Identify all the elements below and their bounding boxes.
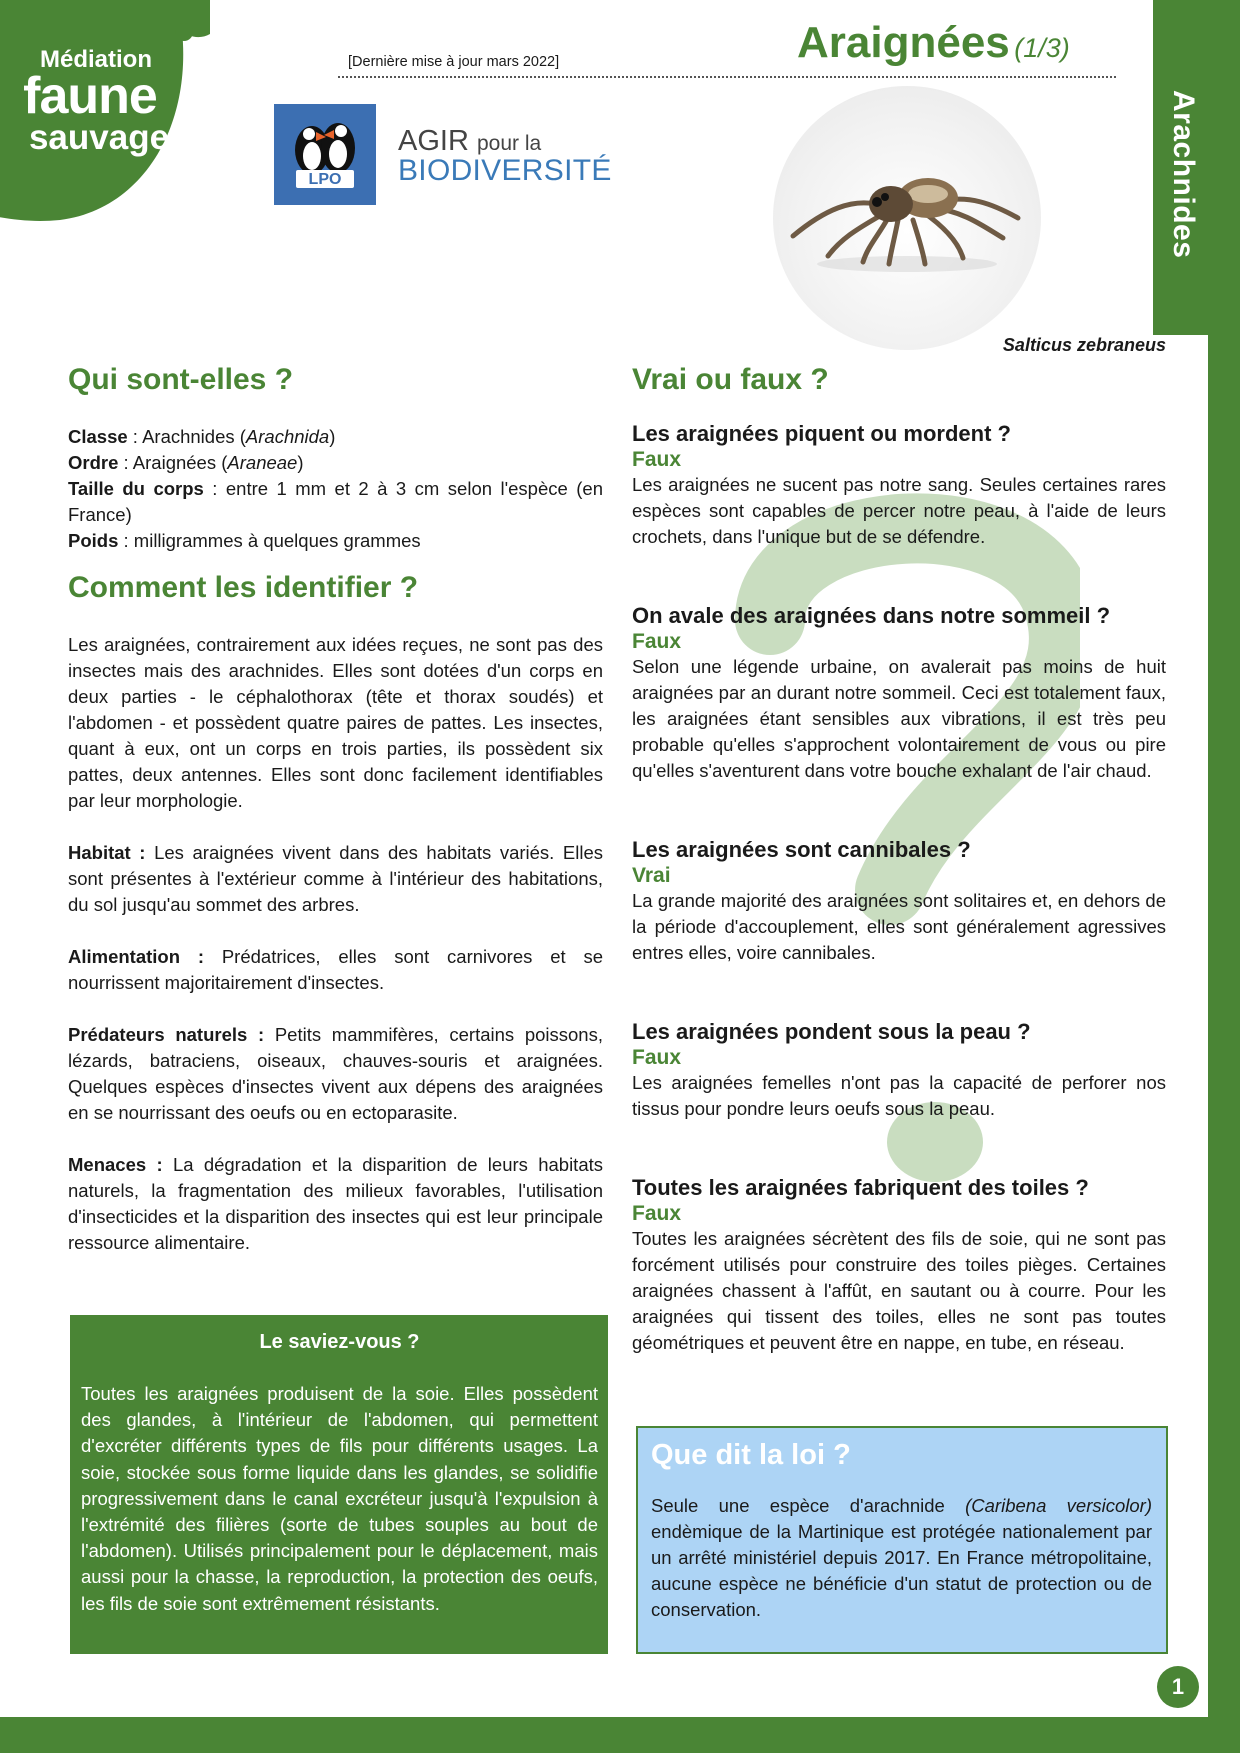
classe-line: Classe : Arachnides (Arachnida) (68, 426, 336, 447)
law-box (636, 1426, 1168, 1654)
section-title-identifier: Comment les identifier ? (68, 571, 419, 604)
agir-biodiversite: BIODIVERSITÉ (398, 154, 612, 187)
predateurs-text: Petits mammifères, certains poissons, lézards, batraciens, oiseaux, chauves-souris et araignées. Quelques espèces d'insectes vivent aux dépens des araignées en se nourrissant des oeufs ou en ectoparasite. (68, 1024, 603, 1123)
qa-question: Les araignées pondent sous la peau ? (632, 1019, 1031, 1044)
taille-value: entre 1 mm et 2 à 3 cm selon l'espèce (en France) (68, 478, 603, 525)
badge-text (0, 48, 180, 155)
title-part: (1/3) (1014, 33, 1070, 63)
qa-question: Les araignées piquent ou mordent ? (632, 421, 1011, 446)
alimentation-paragraph (68, 944, 603, 996)
classe-close: ) (329, 426, 336, 447)
predateurs-label: Prédateurs naturels : (68, 1024, 265, 1045)
section-title-qui: Qui sont-elles ? (68, 363, 294, 396)
badge-line2: faune (23, 67, 157, 125)
taille-line: Taille du corps : entre 1 mm et 2 à 3 cm selon l'espèce (en France) (68, 478, 603, 525)
taxonomy-block (68, 424, 603, 554)
poids-label: Poids (68, 530, 119, 551)
qa-text: Selon une légende urbaine, on avalerait pas moins de huit araignées par an durant notre sommeil. Ceci est totalement faux, les araignées étant sensibles aux vibrations, il est très peu probable qu'elles s'approchent volontairement de vous ou pire qu'elles s'aventurent dans votre bouche exhalant de l'air chaud. (632, 656, 1166, 781)
qa-answer: Faux (632, 1202, 682, 1225)
ordre-line: Ordre : Araignées (Araneae) (68, 452, 304, 473)
qa-item (632, 420, 1166, 550)
qa-question: Toutes les araignées fabriquent des toiles ? (632, 1175, 1089, 1200)
ordre-latin: Araneae (227, 452, 298, 473)
ordre-value: Araignées ( (132, 452, 228, 473)
classe-latin: Arachnida (245, 426, 330, 447)
law-text-after: endèmique de la Martinique est protégée nationalement par un arrêté ministériel depuis 2017. En France métropolitaine, aucune espèce ne bénéficie d'un statut de protection ou de conservation. (651, 1521, 1152, 1620)
puffin-icon (276, 106, 374, 203)
left-column (68, 360, 603, 1256)
header-dotted-rule (338, 76, 1116, 78)
classe-value: Arachnides ( (142, 426, 246, 447)
badge-line1: Médiation (40, 46, 152, 73)
habitat-paragraph (68, 840, 603, 918)
did-you-know-box (70, 1315, 608, 1654)
qa-answer: Faux (632, 1046, 682, 1069)
qa-answer: Vrai (632, 864, 671, 887)
ordre-close: ) (297, 452, 304, 473)
page-number: 1 (1157, 1666, 1199, 1708)
did-you-know-text: Toutes les araignées produisent de la soie. Elles possèdent des glandes, à l'intérieur de l'abdomen, qui permettent d'excréter différents types de fils pour différents usages. La soie, stockée sous forme liquide dans les glandes, se solidifie progressivement dans le canal excréteur jusqu'à l'expulsion à l'extrémité des filières (sorte de tubes souples au bout de l'abdomen). Utilisés principalement pour le déplacement, mais aussi pour la chasse, la reproduction, la protection des oeufs, les fils de soie sont extrêmement résistants. (81, 1383, 598, 1614)
law-latin: (Caribena versicolor) (965, 1495, 1152, 1516)
predateurs-paragraph (68, 1022, 603, 1126)
lpo-logo-text: LPO (308, 171, 342, 188)
qa-question: Les araignées sont cannibales ? (632, 837, 971, 862)
qa-answer: Faux (632, 630, 682, 653)
law-text-before: Seule une espèce d'arachnide (651, 1495, 966, 1516)
alimentation-text: Prédatrices, elles sont carnivores et se nourrissent majoritairement d'insectes. (68, 946, 603, 993)
section-title-vrai-faux: Vrai ou faux ? (632, 363, 829, 396)
habitat-text: Les araignées vivent dans des habitats variés. Elles sont présentes à l'extérieur comme à l'intérieur des habitations, du sol jusqu'au sommet des arbres. (68, 842, 604, 915)
habitat-label: Habitat : (68, 842, 146, 863)
qa-item (632, 602, 1166, 784)
right-column (632, 360, 1166, 1356)
classe-label: Classe (68, 426, 128, 447)
qa-answer: Faux (632, 448, 682, 471)
alimentation-label: Alimentation : (68, 946, 205, 967)
qa-item (632, 836, 1166, 966)
update-date: [Dernière mise à jour mars 2022] (348, 54, 560, 70)
jumping-spider-icon (773, 86, 1041, 350)
qa-item (632, 1174, 1166, 1356)
menaces-label: Menaces : (68, 1154, 163, 1175)
qa-text: Les araignées ne sucent pas notre sang. Seules certaines rares espèces sont capables de percer notre peau, à l'aide de leurs crochets, dans l'unique but de se défendre. (632, 474, 1166, 547)
category-side-label: Arachnides (1167, 90, 1200, 259)
law-title: Que dit la loi ? (651, 1439, 851, 1471)
photo-caption: Salticus zebraneus (1002, 335, 1166, 355)
ordre-label: Ordre (68, 452, 119, 473)
spider-photo (773, 86, 1041, 350)
bottom-green-band (0, 1717, 1240, 1753)
qa-item (632, 1018, 1166, 1122)
taille-label: Taille du corps (68, 478, 204, 499)
poids-line: Poids : milligrammes à quelques grammes (68, 530, 421, 551)
did-you-know-title: Le saviez-vous ? (259, 1331, 420, 1353)
poids-value: milligrammes à quelques grammes (133, 530, 421, 551)
agir-biodiversite-logo (398, 127, 612, 186)
agir-pour-la: pour la (476, 132, 542, 155)
menaces-paragraph (68, 1152, 603, 1256)
page-title (797, 18, 1070, 68)
qa-text: Les araignées femelles n'ont pas la capacité de perforer nos tissus pour pondre leurs oeufs sous la peau. (632, 1072, 1166, 1119)
qa-text: Toutes les araignées sécrètent des fils de soie, qui ne sont pas forcément utilisés pour construire des toiles pièges. Certaines araignées chassent à l'affût, en sautant ou à courre. Pour les araignées qui tissent des toiles, elles ne sont pas toutes géométriques et peuvent être en nappe, en tube, en réseau. (632, 1228, 1166, 1353)
identifier-paragraph: Les araignées, contrairement aux idées reçues, ne sont pas des insectes mais des arachnides. Elles sont dotées d'un corps en deux parties - le céphalothorax (tête et thorax soudés) et l'abdomen - et possèdent quatre paires de pattes. Les insectes, quant à eux, ont un corps en trois parties, ils possèdent six pattes, deux antennes. Elles sont donc facilement identifiables par leur morphologie. (68, 634, 603, 811)
qa-question: On avale des araignées dans notre sommeil ? (632, 603, 1111, 628)
lpo-logo (274, 104, 376, 205)
menaces-text: La dégradation et la disparition de leurs habitats naturels, la fragmentation des milieux favorables, l'utilisation d'insecticides et la disparition des insectes qui est leur principale ressource alimentaire. (68, 1154, 603, 1253)
agir-word: AGIR (398, 125, 469, 157)
law-text (651, 1493, 1152, 1623)
title-main: Araignées (797, 18, 1010, 67)
qa-text: La grande majorité des araignées sont solitaires et, en dehors de la période d'accouplement, elles sont généralement agressives entres elles, voire cannibales. (632, 890, 1166, 963)
badge-line3: sauvage (28, 118, 170, 157)
